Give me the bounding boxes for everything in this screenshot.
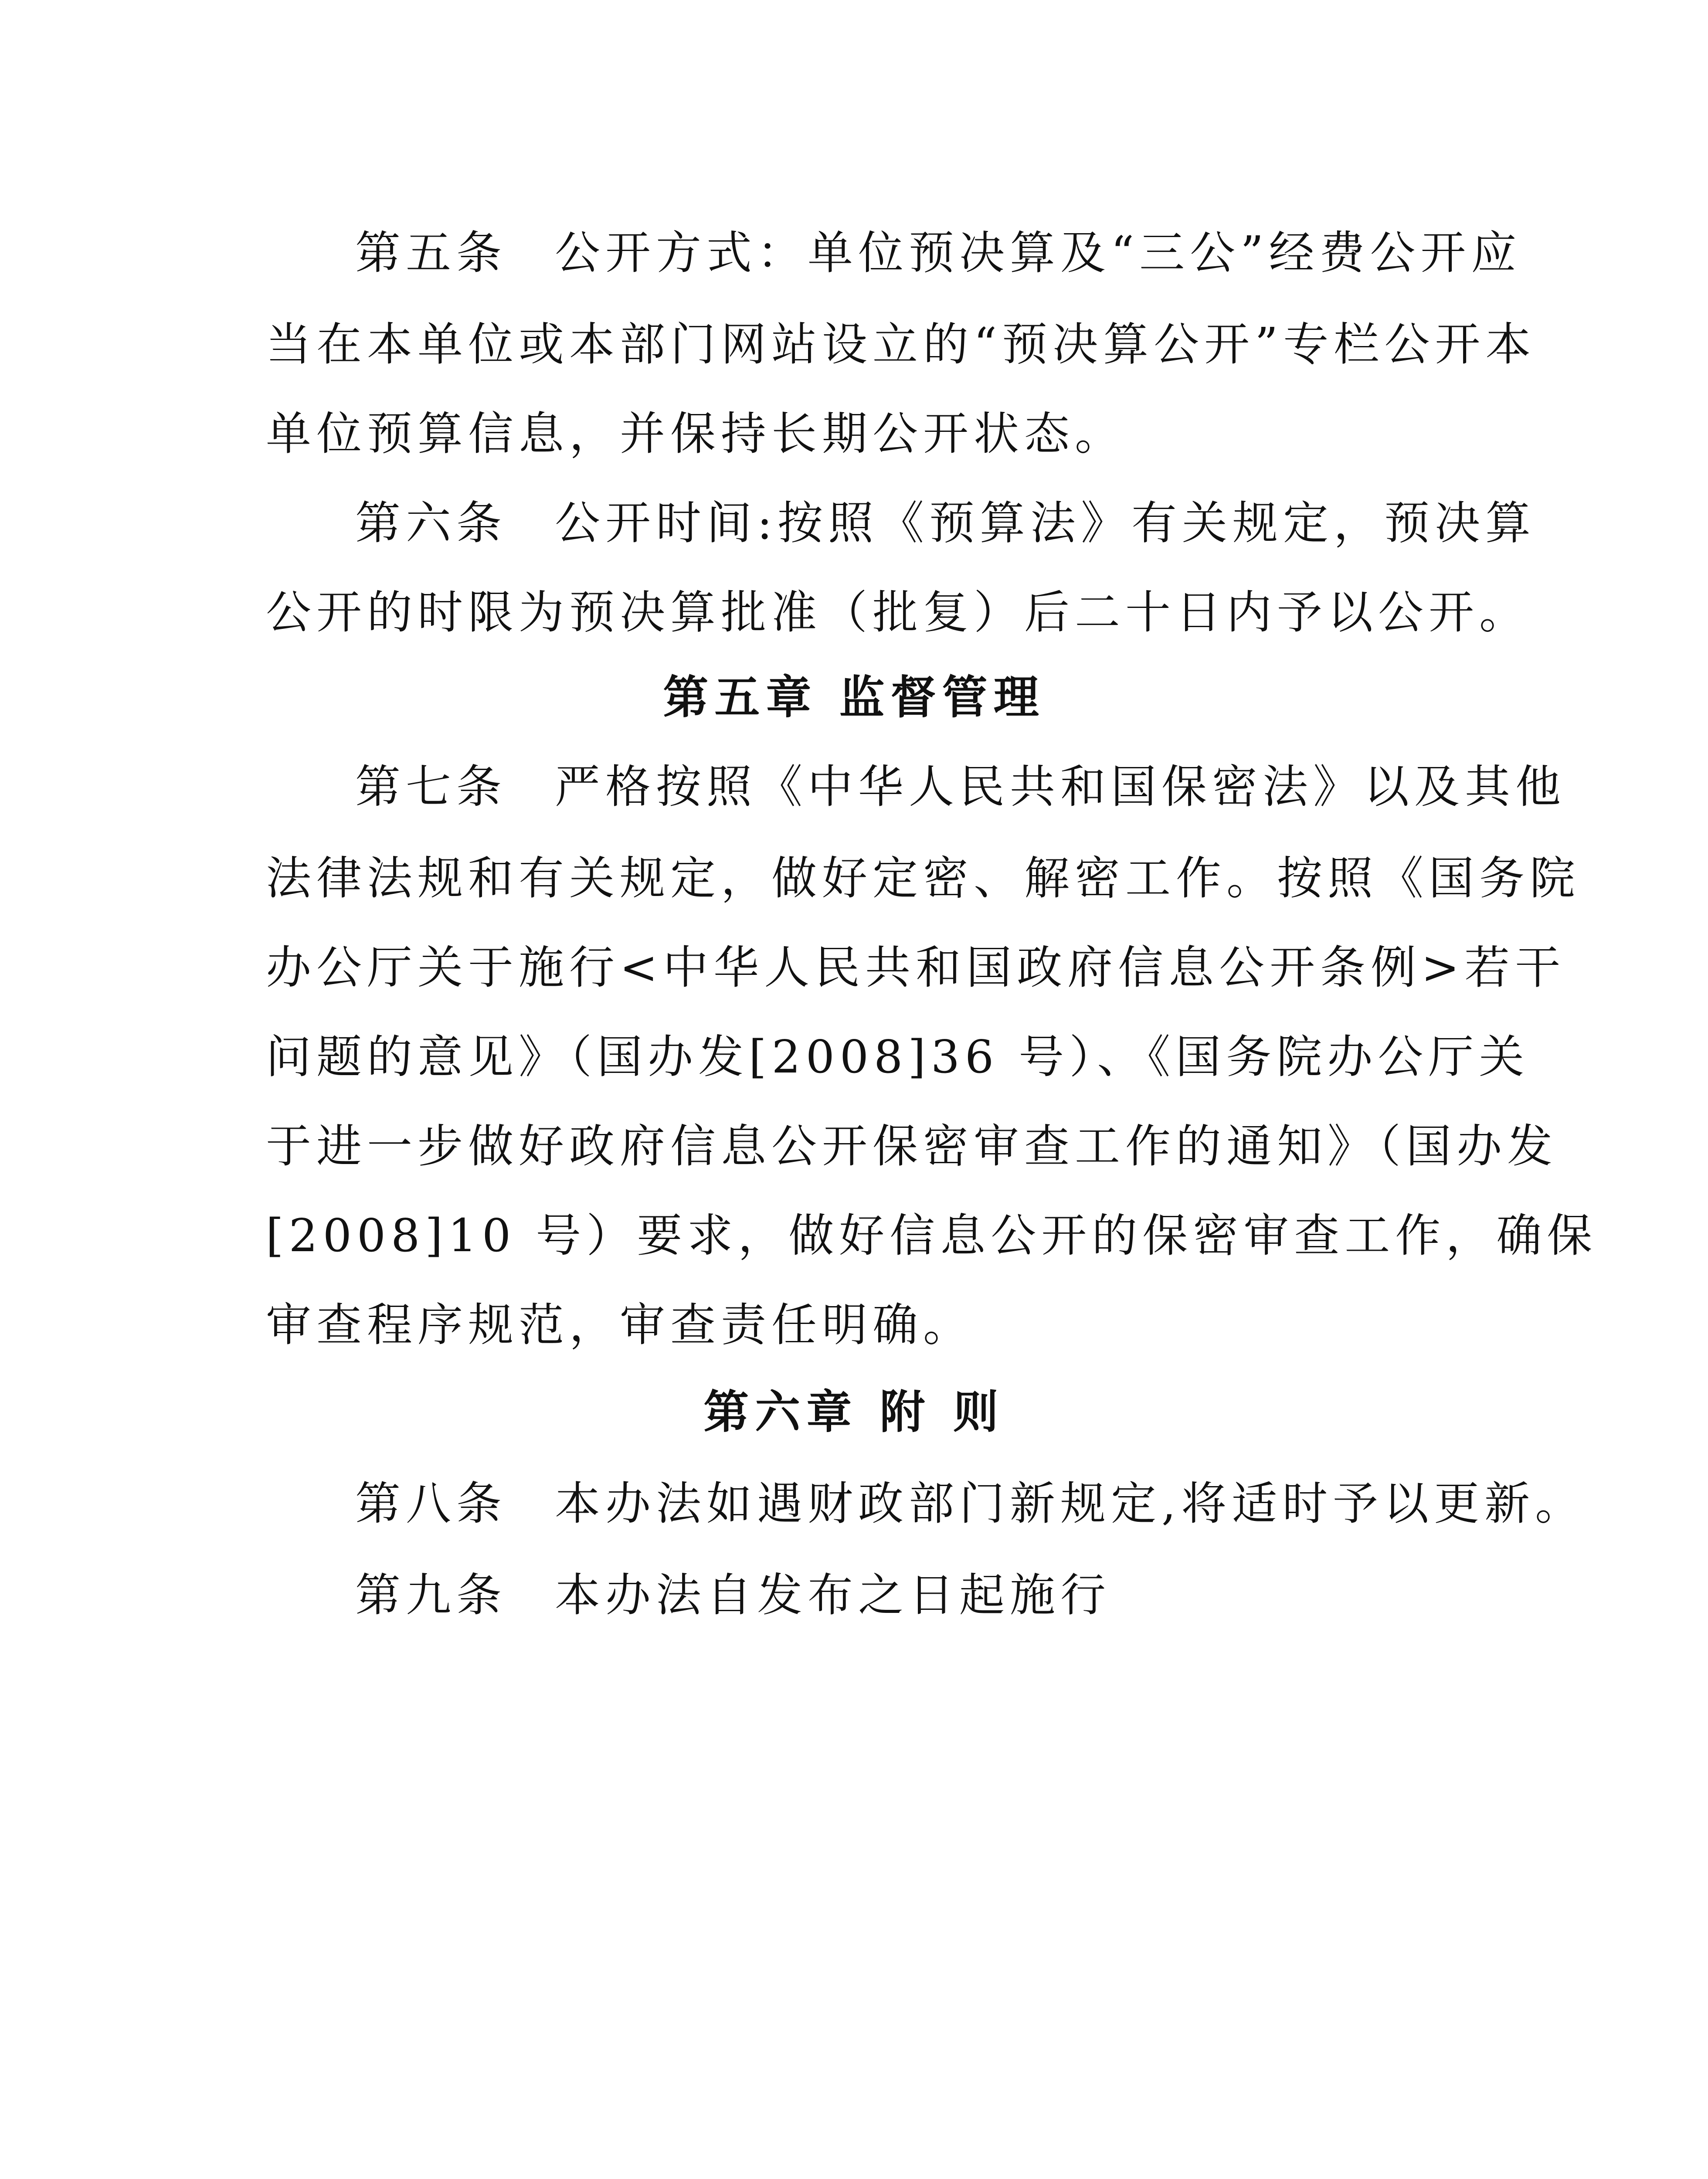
article-7-text-1: 严格按照《中华人民共和国保密法》以及其他 xyxy=(555,760,1566,813)
article-7-line-2: 法律法规和有关规定，做好定密、解密工作。按照《国务院 xyxy=(266,852,1581,905)
article-8-text-1: 本办法如遇财政部门新规定,将适时予以更新。 xyxy=(555,1477,1586,1530)
article-9-line-1 xyxy=(355,1569,1111,1621)
article-7-number: 第七条 xyxy=(355,760,507,813)
article-6-line-2: 公开的时限为预决算批准（批复）后二十日内予以公开。 xyxy=(266,586,1530,639)
article-7-line-4: 问题的意见》（国办发[2008]36 号）、《国务院办公厅关 xyxy=(266,1030,1530,1083)
article-7-line-6: [2008]10 号）要求，做好信息公开的保密审查工作，确保 xyxy=(266,1209,1598,1262)
article-7-line-1 xyxy=(355,760,1566,813)
article-8-number: 第八条 xyxy=(355,1477,507,1530)
article-5-line-3: 单位预算信息，并保持长期公开状态。 xyxy=(266,407,1126,460)
article-9-number: 第九条 xyxy=(355,1568,507,1622)
article-6-line-1 xyxy=(355,497,1536,549)
article-7-line-3: 办公厅关于施行<中华人民共和国政府信息公开条例>若干 xyxy=(266,941,1566,994)
article-6-text-1: 公开时间:按照《预算法》有关规定，预决算 xyxy=(555,496,1536,550)
chapter-6-heading: 第六章 附 则 xyxy=(703,1385,1005,1439)
article-8-line-1 xyxy=(355,1477,1586,1530)
article-6-number: 第六条 xyxy=(355,496,507,550)
article-5-line-2: 当在本单位或本部门网站设立的“预决算公开”专栏公开本 xyxy=(266,318,1536,371)
chapter-5-heading: 第五章 监督管理 xyxy=(663,670,1045,724)
article-5-line-1 xyxy=(355,227,1521,279)
article-5-text-1: 公开方式：单位预决算及“三公”经费公开应 xyxy=(555,226,1522,279)
article-5-number: 第五条 xyxy=(355,226,507,279)
article-7-line-5: 于进一步做好政府信息公开保密审查工作的通知》（国办发 xyxy=(266,1120,1558,1173)
article-9-text-1: 本办法自发布之日起施行 xyxy=(555,1568,1111,1622)
article-7-line-7: 审查程序规范，审查责任明确。 xyxy=(266,1298,974,1351)
